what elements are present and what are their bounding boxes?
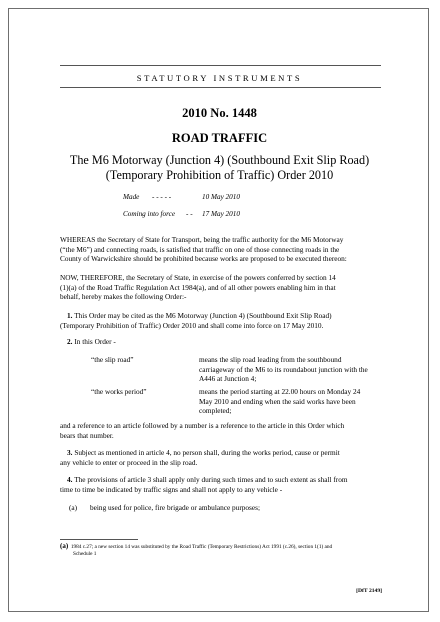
preamble-now-line2: (1)(a) of the Road Traffic Regulation Act 1984(a), and of all other powers enabling him in that <box>60 282 336 292</box>
header-rule-top <box>60 65 381 66</box>
definition-slip-road-line1: means the slip road leading from the southbound <box>199 355 342 364</box>
definition-works-line1: means the period starting at 22.00 hours on Monday 24 <box>199 387 361 396</box>
preamble-whereas <box>60 235 382 264</box>
article-4-text: The provisions of article 3 shall apply only during such times and to such extent as shall from <box>74 475 348 484</box>
preamble-whereas-line2: (“the M6”) and connecting roads, is satisfied that traffic on one of those connecting roads in the <box>60 244 340 254</box>
definition-works-line2: May 2010 and ending when the said works have been <box>199 396 356 406</box>
article-2-intro <box>60 337 382 347</box>
order-title <box>29 153 410 182</box>
footnote-line2: Schedule 1 <box>73 551 97 557</box>
article-4-line1 <box>60 475 382 485</box>
si-number: 2010 No. 1448 <box>182 106 257 120</box>
article-3 <box>60 448 382 467</box>
article-2-intro-text: In this Order - <box>74 337 116 346</box>
made-dashes: - - - - - <box>152 193 172 201</box>
definition-term-slip-road: “the slip road” <box>91 355 134 364</box>
item-a-text: being used for police, fire brigade or ambulance purposes; <box>90 503 260 512</box>
article-1-line1 <box>60 311 382 321</box>
preamble-whereas-line1: WHEREAS the Secretary of State for Transport, being the traffic authority for the M6 Motorway <box>60 235 344 244</box>
article-2-intro-line <box>60 337 382 347</box>
made-date: 10 May 2010 <box>202 193 240 201</box>
footnote <box>60 543 382 558</box>
article-2-number: 2. <box>67 337 73 346</box>
definition-works-line3: completed; <box>199 406 232 416</box>
coming-into-force-label: Coming into force <box>123 210 176 218</box>
article-1-line2: (Temporary Prohibition of Traffic) Order 2010 and shall come into force on 17 May 2010. <box>60 320 324 330</box>
article-2-tail <box>60 421 382 440</box>
made-label: Made <box>123 193 140 201</box>
order-title-line2: (Temporary Prohibition of Traffic) Order 2010 <box>105 167 334 182</box>
article-2-tail-line2: bears that number. <box>60 430 114 440</box>
article-3-text: Subject as mentioned in article 4, no person shall, during the works period, cause or permit <box>74 448 340 457</box>
footnote-marker: (a) <box>60 542 69 550</box>
footnote-text: 1984 c.27; a new section 14 was substituted by the Road Traffic (Temporary Restrictions) Act 1991 (c.26), section 1(1) and <box>70 544 333 550</box>
force-dashes: - - <box>186 210 193 218</box>
footnote-rule <box>60 539 138 540</box>
article-2-tail-line1: and a reference to an article followed by a number is a reference to the article in this Order which <box>60 421 345 430</box>
footnote-line1 <box>60 543 382 551</box>
definition-slip-road-line2: carriageway of the M6 to its roundabout junction with the <box>199 364 368 374</box>
item-a-label: (a) <box>69 503 78 512</box>
article-1-number: 1. <box>67 311 73 320</box>
definition-slip-road <box>199 355 382 384</box>
preamble-now-line3: behalf, hereby makes the following Order:- <box>60 292 187 302</box>
subject-heading: ROAD TRAFFIC <box>171 131 268 145</box>
article-4-number: 4. <box>67 475 73 484</box>
dates-values <box>202 189 282 223</box>
preamble-now-line1: NOW, THEREFORE, the Secretary of State, in exercise of the powers conferred by section 14 <box>60 273 336 282</box>
series-heading: STATUTORY INSTRUMENTS <box>136 73 303 83</box>
document-page <box>8 8 429 612</box>
definition-term-works-period: “the works period” <box>91 387 147 396</box>
article-3-line1 <box>60 448 382 458</box>
article-4 <box>60 475 382 494</box>
article-4-item-a <box>60 503 382 513</box>
order-title-line1: The M6 Motorway (Junction 4) (Southbound Exit Slip Road) <box>69 153 370 167</box>
header-rule-bottom <box>60 87 381 88</box>
preamble-whereas-line3: County of Warwickshire should be prohibited because works are proposed to be executed thereon: <box>60 254 347 264</box>
definition-works-period <box>199 387 382 416</box>
coming-into-force-date: 17 May 2010 <box>202 210 240 218</box>
article-3-line2: any vehicle to enter or proceed in the slip road. <box>60 457 198 467</box>
article-1 <box>60 311 382 330</box>
article-1-text: This Order may be cited as the M6 Motorway (Junction 4) (Southbound Exit Slip Road) <box>74 311 332 320</box>
preamble-now-therefore <box>60 273 382 302</box>
definition-slip-road-line3: A446 at Junction 4; <box>199 374 257 384</box>
article-3-number: 3. <box>67 448 73 457</box>
footer-code: [DfT 2149] <box>356 588 382 594</box>
article-4-line2: time to time be indicated by traffic signs and shall not apply to any vehicle - <box>60 484 283 494</box>
